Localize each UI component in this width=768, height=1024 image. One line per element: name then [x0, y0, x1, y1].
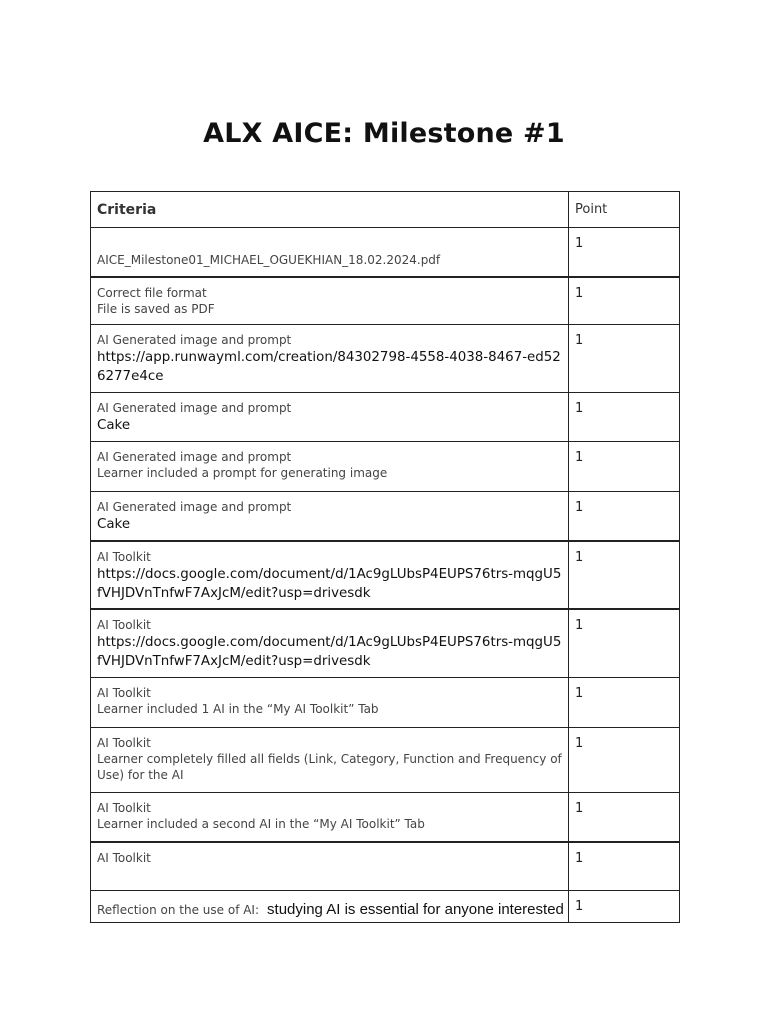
criteria-label: AI Generated image and prompt: [97, 333, 292, 347]
document-title: ALX AICE: Milestone #1: [203, 118, 565, 149]
table-row: [91, 442, 680, 492]
table-row: [91, 842, 680, 891]
table-row: [91, 277, 680, 325]
criteria-line: AI Generated image and prompt: [97, 450, 292, 464]
table-row: [91, 678, 680, 728]
criteria-cell: [91, 793, 569, 842]
table-row: [91, 228, 680, 277]
criteria-link[interactable]: https://docs.google.com/document/d/1Ac9gLUbsP4EUPS76trs-mqgU5fVHJDVnTnfwF7AxJcM/edit?usp=drivesdk: [97, 634, 562, 669]
criteria-line: File is saved as PDF: [97, 301, 215, 316]
point-cell: 1: [569, 442, 680, 492]
point-cell: 1: [569, 541, 680, 609]
criteria-line: AI Toolkit: [97, 736, 151, 750]
criteria-label: AI Generated image and prompt: [97, 500, 292, 514]
point-cell: 1: [569, 678, 680, 728]
criteria-line: Learner included 1 AI in the “My AI Toolkit” Tab: [97, 702, 379, 716]
criteria-link[interactable]: https://app.runwayml.com/creation/84302798-4558-4038-8467-ed526277e4ce: [97, 350, 561, 384]
table-row: [91, 728, 680, 793]
criteria-line: AICE_Milestone01_MICHAEL_OGUEKHIAN_18.02.2024.pdf: [97, 253, 441, 267]
criteria-cell: [91, 541, 569, 609]
criteria-line: AI Toolkit: [97, 686, 151, 700]
criteria-cell: [91, 609, 569, 678]
table-header-row: [91, 192, 680, 228]
criteria-cell: [91, 228, 569, 277]
criteria-label: Reflection on the use of AI:: [97, 903, 260, 917]
point-cell: 1: [569, 609, 680, 678]
point-cell: 1: [569, 793, 680, 842]
criteria-link[interactable]: https://docs.google.com/document/d/1Ac9gLUbsP4EUPS76trs-mqgU5fVHJDVnTnfwF7AxJcM/edit?usp=drivesdk: [97, 566, 562, 601]
point-cell: 1: [569, 728, 680, 793]
criteria-line: Correct file format: [97, 285, 207, 300]
criteria-label: AI Toolkit: [97, 549, 151, 564]
point-cell: 1: [569, 325, 680, 393]
criteria-cell: [91, 842, 569, 891]
criteria-cell: [91, 393, 569, 442]
criteria-table: [90, 191, 680, 923]
criteria-label: AI Generated image and prompt: [97, 401, 292, 415]
criteria-value: Cake: [97, 517, 131, 532]
criteria-cell: [91, 891, 569, 923]
criteria-line: [97, 235, 562, 251]
table-row: [91, 325, 680, 393]
table-row: [91, 891, 680, 923]
criteria-line: AI Toolkit: [97, 801, 151, 815]
criteria-value: Cake: [97, 418, 131, 433]
table-row: [91, 541, 680, 609]
criteria-label: AI Toolkit: [97, 617, 151, 632]
criteria-cell: [91, 678, 569, 728]
point-cell: 1: [569, 277, 680, 325]
criteria-line: AI Toolkit: [97, 850, 151, 865]
table-row: [91, 609, 680, 678]
criteria-line: Learner included a second AI in the “My AI Toolkit” Tab: [97, 817, 425, 831]
criteria-cell: [91, 492, 569, 541]
point-cell: 1: [569, 393, 680, 442]
point-header: Point: [569, 192, 680, 228]
criteria-cell: [91, 442, 569, 492]
table-row: [91, 793, 680, 842]
criteria-cell: [91, 728, 569, 793]
point-cell: 1: [569, 891, 680, 923]
criteria-line: Learner included a prompt for generating image: [97, 466, 388, 480]
criteria-cell: [91, 277, 569, 325]
criteria-cell: [91, 325, 569, 393]
point-cell: 1: [569, 228, 680, 277]
reflection-text: studying AI is essential for anyone interested: [267, 901, 564, 918]
point-cell: 1: [569, 842, 680, 891]
criteria-header: Criteria: [91, 192, 569, 228]
table-row: [91, 492, 680, 541]
point-cell: 1: [569, 492, 680, 541]
table-row: [91, 393, 680, 442]
criteria-line: Learner completely filled all fields (Link, Category, Function and Frequency of Use) for the AI: [97, 752, 562, 782]
